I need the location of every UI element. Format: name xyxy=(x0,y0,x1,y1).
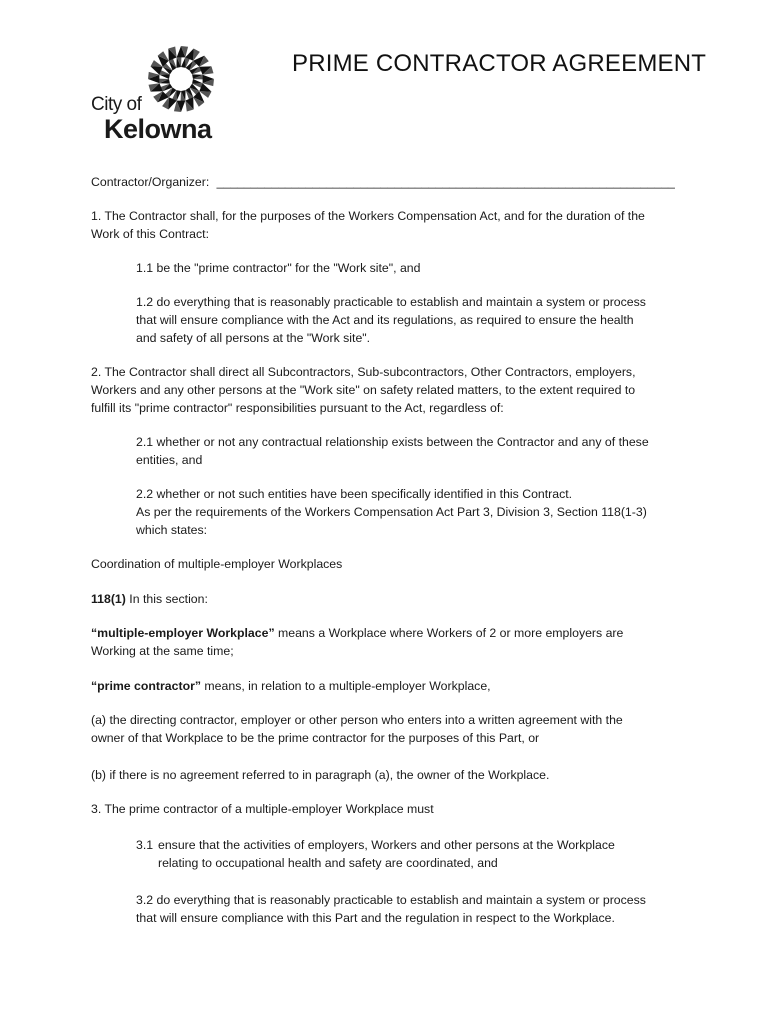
item-2-2-line: which states: xyxy=(136,523,208,537)
section-1-line-1: 1. The Contractor shall, for the purposes of the Workers Compensation Act, and for the duration of the xyxy=(91,209,645,223)
item-1-1-text: 1.1 be the "prime contractor" for the "Work site", and xyxy=(136,261,421,275)
contractor-blank-line: ___________________________________________________________________ xyxy=(216,175,675,189)
paragraph-a-line: owner of that Workplace to be the prime contractor for the purposes of this Part, or xyxy=(91,731,540,745)
section-2-line: 2. The Contractor shall direct all Subcontractors, Sub-subcontractors, Other Contractors, employers, xyxy=(91,365,636,379)
item-1-2-line: that will ensure compliance with the Act and its regulations, as required to ensure the health xyxy=(136,313,634,327)
item-3-2-line: that will ensure compliance with this Part and the regulation in respect to the Workplace. xyxy=(136,911,615,925)
paragraph-b-text: (b) if there is no agreement referred to in paragraph (a), the owner of the Workplace. xyxy=(91,768,550,782)
document-title: PRIME CONTRACTOR AGREEMENT xyxy=(292,50,707,77)
item-3-1-number: 3.1 xyxy=(136,838,154,852)
item-2-2 xyxy=(136,485,647,539)
item-1-2 xyxy=(136,293,646,347)
paragraph-a-line: (a) the directing contractor, employer or other person who enters into a written agreement with the xyxy=(91,713,623,727)
item-3-2-line: 3.2 do everything that is reasonably practicable to establish and maintain a system or process xyxy=(136,893,646,907)
section-118-label: 118(1) xyxy=(91,592,126,606)
contractor-organizer-field xyxy=(91,173,675,191)
item-1-2-line: and safety of all persons at the "Work site". xyxy=(136,331,371,345)
definition-text: Working at the same time; xyxy=(91,644,234,658)
section-3 xyxy=(91,800,434,818)
item-3-2 xyxy=(136,891,646,927)
section-1-line-2: Work of this Contract: xyxy=(91,227,209,241)
section-2-line: Workers and any other persons at the "Work site" on safety related matters, to the extent required to xyxy=(91,383,636,397)
definition-multiple-employer xyxy=(91,624,623,660)
item-2-1 xyxy=(136,433,649,469)
contractor-label: Contractor/Organizer: xyxy=(91,175,210,189)
coordination-heading xyxy=(91,555,342,573)
item-2-1-line: entities, and xyxy=(136,453,203,467)
definition-prime-contractor xyxy=(91,677,491,695)
item-2-2-line: 2.2 whether or not such entities have been specifically identified in this Contract. xyxy=(136,487,573,501)
definition-text: means, in relation to a multiple-employer Workplace, xyxy=(201,679,491,693)
section-118-text: In this section: xyxy=(125,592,208,606)
logo-kelowna-text: Kelowna xyxy=(104,114,212,144)
item-1-2-line: 1.2 do everything that is reasonably practicable to establish and maintain a system or process xyxy=(136,295,646,309)
item-1-1 xyxy=(136,259,420,277)
item-2-1-line: 2.1 whether or not any contractual relationship exists between the Contractor and any of these xyxy=(136,435,649,449)
section-1 xyxy=(91,207,645,243)
coordination-heading-text: Coordination of multiple-employer Workplaces xyxy=(91,557,343,571)
section-118-1 xyxy=(91,590,208,608)
definition-term: “prime contractor” xyxy=(91,679,202,693)
section-3-text: 3. The prime contractor of a multiple-employer Workplace must xyxy=(91,802,434,816)
paragraph-b xyxy=(91,766,549,784)
section-2-line: fulfill its "prime contractor" responsibilities pursuant to the Act, regardless of: xyxy=(91,401,504,415)
item-2-2-line: As per the requirements of the Workers Compensation Act Part 3, Division 3, Section 118(1-3) xyxy=(136,505,647,519)
item-3-1-line: ensure that the activities of employers, Workers and other persons at the Workplace xyxy=(158,838,615,852)
definition-text: means a Workplace where Workers of 2 or more employers are xyxy=(274,626,624,640)
city-of-kelowna-logo xyxy=(88,42,220,142)
item-3-1-line: relating to occupational health and safety are coordinated, and xyxy=(158,856,498,870)
paragraph-a xyxy=(91,711,623,747)
logo-city-of-text: City of xyxy=(91,94,142,115)
item-3-1 xyxy=(158,836,615,872)
definition-term: “multiple-employer Workplace” xyxy=(91,626,275,640)
kelowna-emblem-icon xyxy=(146,44,216,114)
section-2 xyxy=(91,363,636,417)
